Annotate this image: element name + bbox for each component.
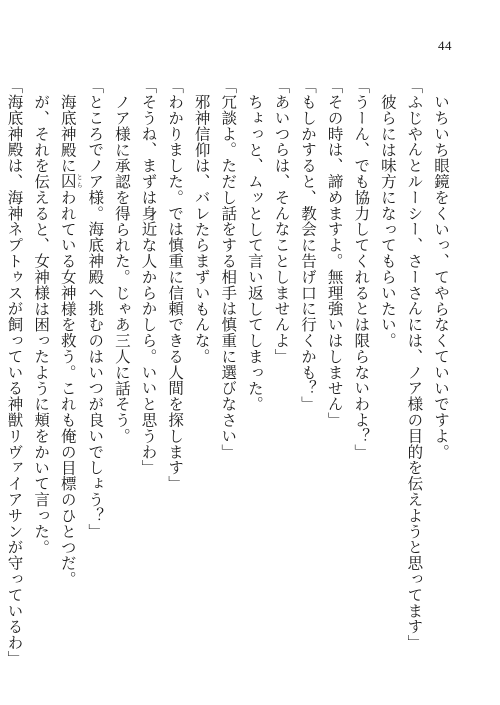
text-line-10: 邪神信仰は、バレたらまずいもんな。: [192, 93, 211, 364]
text-line-14: 「ところでノア様。海底神殿へ挑むのはいつが良いでしょう？」: [86, 78, 105, 540]
text-line-2: 「ふじやんとルーシー、さーさんには、ノア様の目的を伝えようと思ってます」: [405, 78, 424, 651]
text-line-13: ノア様に承認を得られた。じゃあ三人に話そう。: [112, 93, 131, 444]
text-line-17: 「海底神殿は、海神ネプトゥスが飼っている神獣リヴァイアサンが守っているわ」: [5, 78, 24, 667]
text-line-9: 「冗談よ。ただし話をする相手は慎重に選びなさい」: [219, 78, 238, 460]
page-number: 44: [438, 38, 452, 53]
text-line-1: いちいち眼鏡をくいっ、てやらなくていいですよ。: [432, 93, 450, 460]
text-line-16: が、それを伝えると、女神様は困ったように頬をかいて言った。: [32, 93, 51, 555]
ruby-annotation: 囚とら: [58, 173, 83, 189]
novel-text-body: [1, 78, 454, 667]
text-line-3: 彼らには味方になってもらいたい。: [378, 93, 397, 348]
text-line-6: 「もしかすると、教会に告げ口に行くかも？」: [299, 78, 318, 412]
text-line-12: 「そうね、まずは身近な人からかしら。いいと思うわ」: [139, 78, 158, 476]
text-line-5: 「その時は、諦めますよ。無理強いはしません」: [325, 78, 344, 428]
text-line-15: 海底神殿に囚とらわれている女神様を救う。これも俺の目標のひとつだ。: [58, 93, 83, 587]
text-line-7: 「あいつらは、そんなことしませんよ」: [272, 78, 291, 365]
text-line-8: ちょっと、ムッとして言い返してしまった。: [245, 93, 264, 412]
text-line-4: 「うーん、でも協力してくれるとは限らないわよ？」: [352, 78, 371, 460]
text-line-11: 「わかりました。では慎重に信頼できる人間を探します」: [166, 78, 185, 492]
